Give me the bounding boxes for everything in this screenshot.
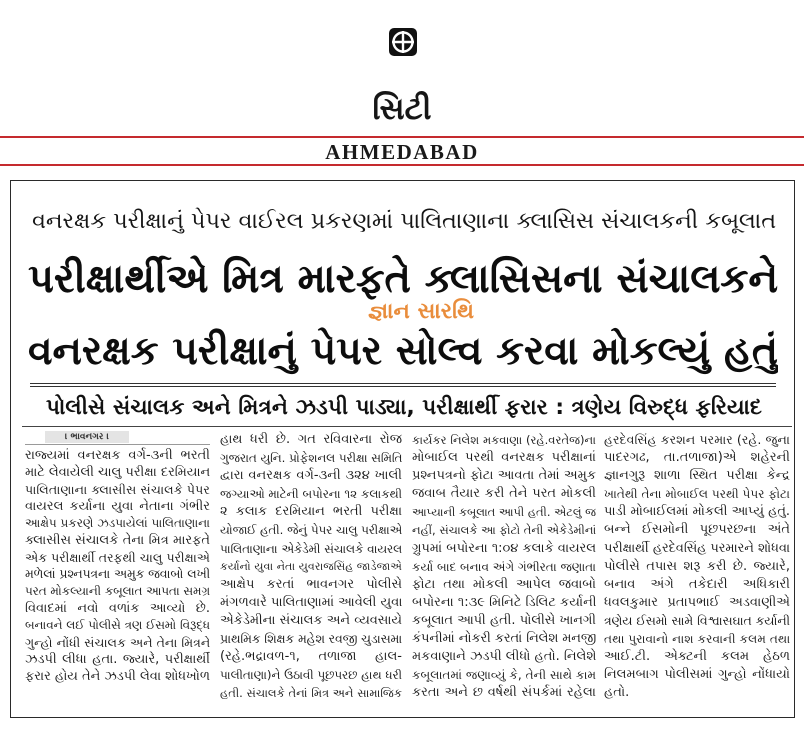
body-line: ઝડપી લીધા હતા. જ્યારે, પરીક્ષાર્થી <box>25 652 210 667</box>
dateline: । ભાવનગર । <box>45 431 129 443</box>
body-line: બપોરના ૧:૩૯ મિનિટે ડિલિટ કર્યાની <box>412 594 596 610</box>
body-line: આક્ષેપ પ્રકરણે ઝડપાયેલાં પાલિતાણાના <box>25 516 210 530</box>
body-line: હતો. <box>604 685 630 701</box>
headline-line-2: વનરક્ષક પરીક્ષાનું પેપર સોલ્વ કરવા મોકલ્યું હતું <box>28 328 778 374</box>
body-line: ત્રણેય ઈસમો સામે વિશ્વાસઘાત કર્યાની <box>604 613 790 628</box>
body-line: બન્ને ઈસમોની પૂછપરછના અંતે <box>604 522 790 538</box>
body-line: કર્યાનો યુવા નેતા યુવરાજસિંહ જાડેજાએ <box>220 559 402 573</box>
body-line: પાલિતાણાના ક્લાસીસ સંચાલકે પેપર <box>25 482 210 497</box>
body-line: આપ્યાની કબૂલાત આપી હતી. એટલું જ <box>412 505 596 520</box>
body-line: ગુન્હો નોંધી સંચાલક અને તેના મિત્રને <box>25 635 210 650</box>
city-edition-label: AHMEDABAD <box>325 140 479 164</box>
article-kicker: વનરક્ષક પરીક્ષાનું પેપર વાઈરલ પ્રકરણમાં પાલિતાણાના ક્લાસિસ સંચાલકની કબૂલાત <box>32 208 776 234</box>
header-rule-bottom <box>0 164 804 166</box>
body-line: હરદેવસિંહ કરશન પરમાર (રહે. જુના <box>604 432 790 447</box>
crosshair-circle-icon <box>388 27 418 57</box>
body-line: ફોટા તથા મોકલી આપેલ જવાબો <box>412 576 596 592</box>
body-line: કર્યા બાદ બનાવ અંગે ગંભીરતા જણાતા <box>412 559 596 574</box>
body-line: ગ્રુપમાં બપોરના ૧:૦૪ કલાકે વાયરલ <box>412 540 596 556</box>
headline-divider <box>30 383 776 387</box>
body-line: આક્ષેપ કરતાં ભાવનગર પોલીસે <box>220 576 402 592</box>
header-rule-top <box>0 136 804 138</box>
body-line: જ્ઞાનગુરૂ શાળા સ્થિત પરીક્ષા કેન્દ્ર <box>604 468 790 484</box>
body-line: માટે લેવાયેલી ચાલુ પરીક્ષા દરમિયાન <box>25 465 210 480</box>
body-line: પાલીતાણા)ને ઉઠાવી પૂછપરછ હાથ ધરી <box>220 668 402 683</box>
body-line: યોજાઈ હતી. જેનું પેપર ચાલુ પરીક્ષાએ <box>220 523 402 538</box>
body-line: પાદરગઢ, તા.તળાજા)એ શહેરની <box>604 450 790 466</box>
body-line: પાલિતાણાના એકેડેમી સંચાલકે વાયરલ <box>220 541 402 556</box>
body-line: પોલીસે તપાસ શરૂ કરી છે. જ્યારે, <box>604 558 790 574</box>
article-column-3 <box>412 431 596 702</box>
body-line: ધવલકુમાર પ્રતાપભાઈ અડવાણીએ <box>604 594 790 610</box>
body-line: પરત મોકલ્યાની કબૂલાત આપતા સમગ્ર <box>25 584 210 598</box>
body-line: તથા પુરાવાનો નાશ કરવાની કલમ તથા <box>604 632 790 647</box>
subheadline: પોલીસે સંચાલક અને મિત્રને ઝડપી પાડ્યા, પરીક્ષાર્થી ફરાર : ત્રણેય વિરુદ્ધ ફરિયાદ <box>46 395 762 420</box>
article-column-4 <box>604 431 790 702</box>
dateline-bar <box>25 430 210 445</box>
body-line: કાર્યકર નિલેશ મકવાણા (રહે.વરતેજ)ના <box>412 433 596 447</box>
body-line: (રહે.ભદ્રાવળ-૧, તળાજા હાલ- <box>220 649 402 665</box>
body-line: કબૂલાત આપી હતી. પોલીસે ખાનગી <box>412 612 596 628</box>
body-line: મકવાણાને ઝડપી લીધો હતો. નિલેશે <box>412 649 596 665</box>
body-line: પાડી મોબાઈલમાં મોકલી આપ્યું હતું. <box>604 504 790 520</box>
article-column-2 <box>220 431 402 702</box>
body-line: નહીં, સંચાલકે આ ફોટો તેની એકેડેમીનાં <box>412 523 596 538</box>
body-line: જવાબ તૈયાર કરી તેને પરત મોકલી <box>412 486 596 502</box>
body-line: કરતા અને છ વર્ષથી સંપર્કમાં રહેલા <box>412 685 596 701</box>
body-line: હતી. સંચાલકે તેનાં મિત્ર અને સામાજિક <box>220 686 402 701</box>
body-line: પ્રાથમિક શિક્ષક મહેશ રવજી ચુડાસમા <box>220 632 402 647</box>
body-line: વિવાદમાં નવો વળાંક આવ્યો છે. <box>25 601 210 616</box>
body-line: જગ્યાઓ માટેની બપોરના ૧૨ કલાકથી <box>220 487 402 502</box>
body-line: ગુજરાત યુનિ. પ્રોફેશનલ પરીક્ષા સમિતિ <box>220 451 402 466</box>
article-column-1 <box>25 447 210 685</box>
body-line: ક્લાસીસ સંચાલકે તેના મિત્ર મારફતે <box>25 533 210 548</box>
body-line: મંગળવારે પાલિતાણામાં આવેલી યુવા <box>220 594 402 610</box>
body-line: કબૂલાતમાં જણાવ્યું કે, તેની સાથે કામ <box>412 668 596 683</box>
body-line: બનાવ અંગે તકેદારી અધિકારી <box>604 576 790 592</box>
watermark: જ્ઞાન સારથિ <box>368 299 474 324</box>
headline-line-1: પરીક્ષાર્થીએ મિત્ર મારફતે ક્લાસિસના સંચાલકને <box>28 256 778 302</box>
body-line: કંપનીમાં નોકરી કરતાં નિલેશ મનજી <box>412 631 596 647</box>
body-line: વાયરલ કર્યાના યુવા નેતાના ગંભીર <box>25 499 210 514</box>
body-line: પરીક્ષાર્થી હરદેવસિંહ પરમારને શોધવા <box>604 540 790 556</box>
body-line: હાથ ધરી છે. ગત રવિવારના રોજ <box>220 432 402 447</box>
body-line: ફરાર હોય તેને ઝડપી લેવા શોધખોળ <box>25 669 210 684</box>
body-line: બનાવને લઈ પોલીસે ત્રણ ઈસમો વિરૂદ્ધ <box>25 618 210 632</box>
body-line: આઈ.ટી. એક્ટની કલમ હેઠળ <box>604 649 790 665</box>
body-line: એક પરીક્ષાર્થી તરફથી ચાલુ પરીક્ષાએ <box>25 550 210 565</box>
body-line: દ્વારા વનરક્ષક વર્ગ-૩ની ૩૨૪ ખાલી <box>220 468 402 484</box>
subheadline-divider <box>22 426 792 427</box>
body-line: ૨ કલાક દરમિયાન ભરતી પરીક્ષા <box>220 504 402 520</box>
body-line: મળેલાં પ્રશ્નપત્રના અમુક જવાબો લખી <box>25 567 210 581</box>
body-line: એકેડેમીના સંચાલક અને વ્યવસાયે <box>220 612 402 628</box>
body-line: નિલમબાગ પોલીસમાં ગુન્હો નોંધાયો <box>604 667 790 683</box>
body-line: પ્રશ્નપત્રનો ફોટા આવતા તેમાં અમુક <box>412 468 596 484</box>
body-line: ખાતેથી તેના મોબાઈલ પરથી પેપર ફોટા <box>604 487 790 502</box>
body-line: રાજ્યમાં વનરક્ષક વર્ગ-૩ની ભરતી <box>25 448 210 463</box>
section-title: સિટી <box>372 91 432 127</box>
body-line: મોબાઈલ પરથી વનરક્ષક પરીક્ષાનાં <box>412 450 596 466</box>
